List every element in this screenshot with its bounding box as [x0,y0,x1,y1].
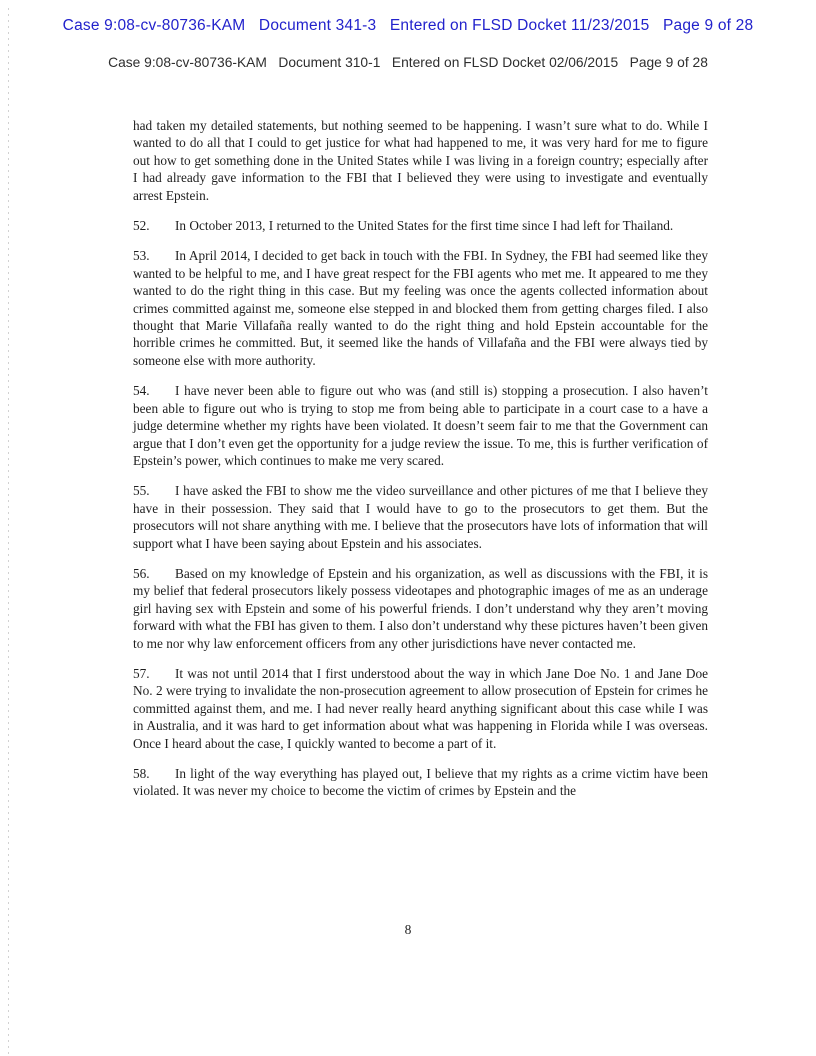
paragraph-text: I have asked the FBI to show me the video surveillance and other pictures of me that I believe they have in their possession. They said that I would have to go to the prosecutors to get them. But the prosecutors will not share anything with me. I believe that the prosecutors have lots of information that will support what I have been saying about Epstein and his associates. [133,483,708,551]
paragraph-continuation [133,117,708,204]
paragraph-number: 54. [133,383,150,399]
paragraph-text: In April 2014, I decided to get back in touch with the FBI. In Sydney, the FBI had seemed like they wanted to be helpful to me, and I have great respect for the FBI agents who met me. It appeared to me they wanted to do the right thing in this case. But my feeling was once the agents collected information about crimes committed against me, someone else stepped in and blocked them from getting charges filed. I also thought that Marie Villafaña really wanted to do the right thing and hold Epstein accountable for the horrible crimes he committed. But, it seemed like the hands of Villafaña and the FBI were always tied by someone else with more authority. [133,248,708,368]
paragraph-text: Based on my knowledge of Epstein and his organization, as well as discussions with the FBI, it is my belief that federal prosecutors likely possess videotapes and photographic images of me as an underage girl having sex with Epstein and some of his powerful friends. I don’t understand why they aren’t moving forward with what the FBI has given to them. I also don’t understand why these pictures haven’t been given to me nor why law enforcement officers from any other jurisdictions have never contacted me. [133,565,708,651]
paragraph-text: had taken my detailed statements, but nothing seemed to be happening. I wasn’t sure what to do. While I wanted to do all that I could to get justice for what had happened to me, it was very hard for me to figure out how to get something done in the United States while I was living in a foreign country; especially after I had already gave information to the FBI that I believed they were using to investigate and eventually arrest Epstein. [133,118,708,203]
affidavit-body [133,117,708,813]
paragraph-number: 52. [133,218,150,234]
paragraph-text: In light of the way everything has played out, I believe that my rights as a crime victim have been violated. It was never my choice to become the victim of crimes by Epstein and the [133,766,708,799]
page-number: 8 [404,922,412,937]
paragraph-53 [133,247,708,369]
paragraph-number: 53. [133,248,150,264]
docket-stamp-inner: Case 9:08-cv-80736-KAM Document 310-1 Entered on FLSD Docket 02/06/2015 Page 9 of 28 [108,55,708,70]
paragraph-text: I have never been able to figure out who was (and still is) stopping a prosecution. I also haven’t been able to figure out who is trying to stop me from being able to participate in a court case to a have a judge determine whether my rights have been violated. It doesn’t seem fair to me that the Government can argue that I don’t even get the opportunity for a judge review the issue. To me, this is further verification of Epstein’s power, which continues to make me very scared. [133,383,708,468]
paragraph-text: In October 2013, I returned to the United States for the first time since I had left for Thailand. [175,218,674,234]
paragraph-56 [133,565,708,652]
paragraph-54 [133,382,708,469]
paragraph-number: 58. [133,766,150,781]
docket-stamp-link[interactable]: Case 9:08-cv-80736-KAM Document 341-3 Entered on FLSD Docket 11/23/2015 Page 9 of 28 [62,17,754,34]
paragraph-number: 56. [133,565,150,581]
scan-artifact-line [8,8,9,1054]
paragraph-57 [133,665,708,752]
paragraph-52 [133,217,708,234]
paragraph-text: It was not until 2014 that I first understood about the way in which Jane Doe No. 1 and Jane Doe No. 2 were trying to invalidate the non-prosecution agreement to allow prosecution of Epstein for crimes he committed against them, and me. I had never really heard anything significant about this case while I was in Australia, and it was hard to get information about what was happening in Florida while I was overseas. Once I heard about the case, I quickly wanted to become a part of it. [133,665,708,751]
paragraph-number: 57. [133,665,150,681]
paragraph-58 [133,765,708,800]
paragraph-number: 55. [133,483,150,499]
paragraph-55 [133,482,708,552]
